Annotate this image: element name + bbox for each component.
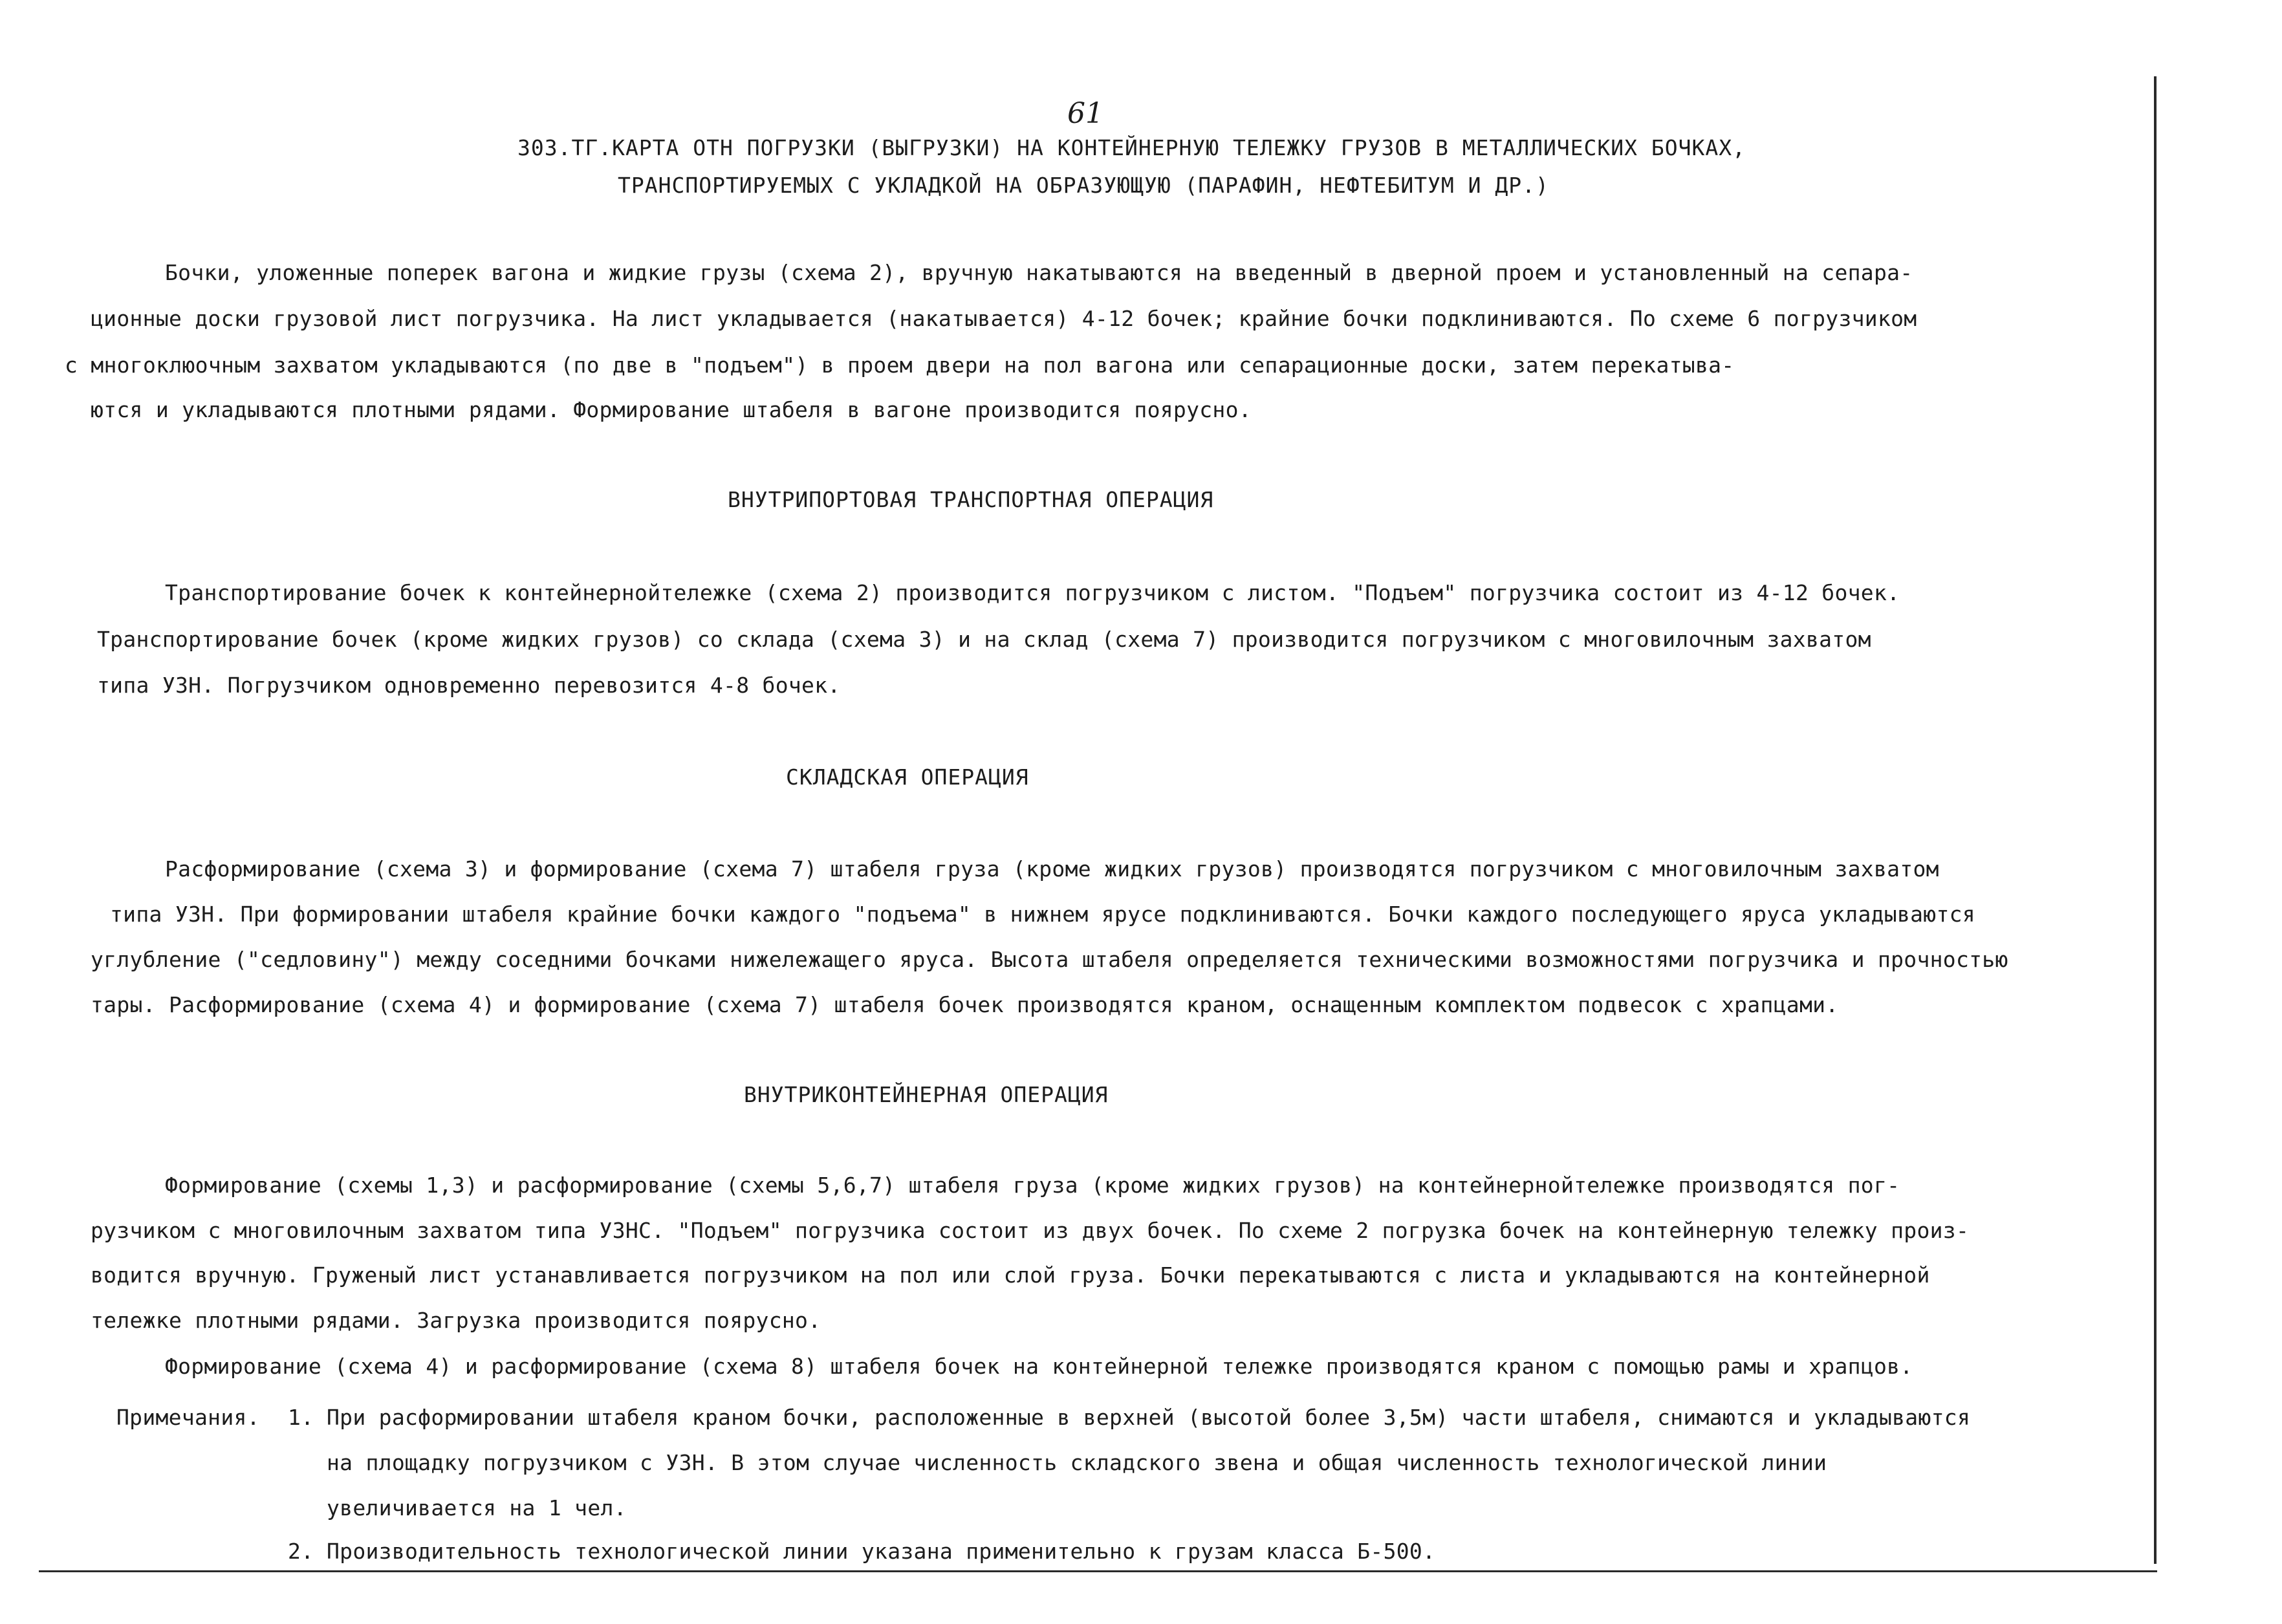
intro-line: Бочки, уложенные поперек вагона и жидкие грузы (схема 2), вручную накатываются на введенный в дверной проем и установленный на сепара-	[165, 260, 1913, 285]
section-line: Транспортирование бочек (кроме жидких грузов) со склада (схема 3) и на склад (схема 7) производится погрузчиком с многовилочным захватом	[97, 627, 1871, 652]
note-1-line: увеличивается на 1 чел.	[327, 1495, 627, 1521]
section-line: типа УЗН. Погрузчиком одновременно перевозится 4-8 бочек.	[97, 673, 841, 698]
note-2-line: Производительность технологической линии указана применительно к грузам класса Б-500.	[327, 1539, 1436, 1564]
intro-line: с многоклюочным захватом укладываются (по две в "подъем") в проем двери на пол вагона или сепарационные доски, затем перекатыва-	[65, 352, 1735, 378]
section-line: рузчиком с многовилочным захватом типа УЗНС. "Подъем" погрузчика состоит из двух бочек. По схеме 2 погрузка бочек на контейнерную тележку произ-	[91, 1218, 1970, 1243]
section-line: Транспортирование бочек к контейнернойтележке (схема 2) производится погрузчиком с листом. "Подъем" погрузчика состоит из 4-12 бочек.	[165, 580, 1900, 605]
section-heading-warehouse: СКЛАДСКАЯ ОПЕРАЦИЯ	[786, 764, 1029, 790]
title-line-1: 303.ТГ.КАРТА ОТН ПОГРУЗКИ (ВЫГРУЗКИ) НА КОНТЕЙНЕРНУЮ ТЕЛЕЖКУ ГРУЗОВ В МЕТАЛЛИЧЕСКИХ БОЧКАХ,	[517, 135, 1746, 160]
page-number: 61	[1067, 97, 1103, 130]
section-line: типа УЗН. При формировании штабеля крайние бочки каждого "подъема" в нижнем ярусе подклиниваются. Бочки каждого последующего яруса укладываются	[110, 902, 1975, 927]
section-line: углубление ("седловину") между соседними бочками нижележащего яруса. Высота штабеля определяется техническими возможностями погрузчика и прочностью	[91, 947, 2008, 972]
section-line: тары. Расформирование (схема 4) и формирование (схема 7) штабеля бочек производятся краном, оснащенным комплектом подвесок с храпцами.	[91, 992, 1839, 1017]
section-line: Формирование (схема 4) и расформирование (схема 8) штабеля бочек на контейнерной тележке производятся краном с помощью рамы и храпцов.	[165, 1354, 1913, 1379]
note-2-number: 2.	[288, 1539, 314, 1564]
bottom-border-line	[39, 1570, 2157, 1572]
section-heading-transport: ВНУТРИПОРТОВАЯ ТРАНСПОРТНАЯ ОПЕРАЦИЯ	[728, 487, 1214, 512]
section-line: Формирование (схемы 1,3) и расформирование (схемы 5,6,7) штабеля груза (кроме жидких грузов) на контейнернойтележке производятся пог-	[165, 1173, 1900, 1198]
note-1-line: на площадку погрузчиком с УЗН. В этом случае численность складского звена и общая численность технологической линии	[327, 1450, 1827, 1475]
section-line: тележке плотными рядами. Загрузка производится поярусно.	[91, 1308, 821, 1333]
section-line: Расформирование (схема 3) и формирование (схема 7) штабеля груза (кроме жидких грузов) производятся погрузчиком с многовилочным захватом	[165, 856, 1939, 882]
intro-line: ются и укладываются плотными рядами. Формирование штабеля в вагоне производится поярусно.	[91, 397, 1252, 422]
notes-label: Примечания.	[116, 1405, 260, 1430]
section-line: водится вручную. Груженый лист устанавливается погрузчиком на пол или слой груза. Бочки перекатываются с листа и укладываются на контейнерной	[91, 1262, 1930, 1288]
section-heading-container: ВНУТРИКОНТЕЙНЕРНАЯ ОПЕРАЦИЯ	[744, 1082, 1109, 1107]
note-1-line: При расформировании штабеля краном бочки, расположенные в верхней (высотой более 3,5м) части штабеля, снимаются и укладываются	[327, 1405, 1971, 1430]
right-border-line	[2154, 76, 2157, 1564]
note-1-number: 1.	[288, 1405, 314, 1430]
intro-line: ционные доски грузовой лист погрузчика. На лист укладывается (накатывается) 4-12 бочек; крайние бочки подклиниваются. По схеме 6 погрузчиком	[91, 306, 1917, 331]
title-line-2: ТРАНСПОРТИРУЕМЫХ С УКЛАДКОЙ НА ОБРАЗУЮЩУЮ (ПАРАФИН, НЕФТЕБИТУМ И ДР.)	[618, 173, 1549, 198]
